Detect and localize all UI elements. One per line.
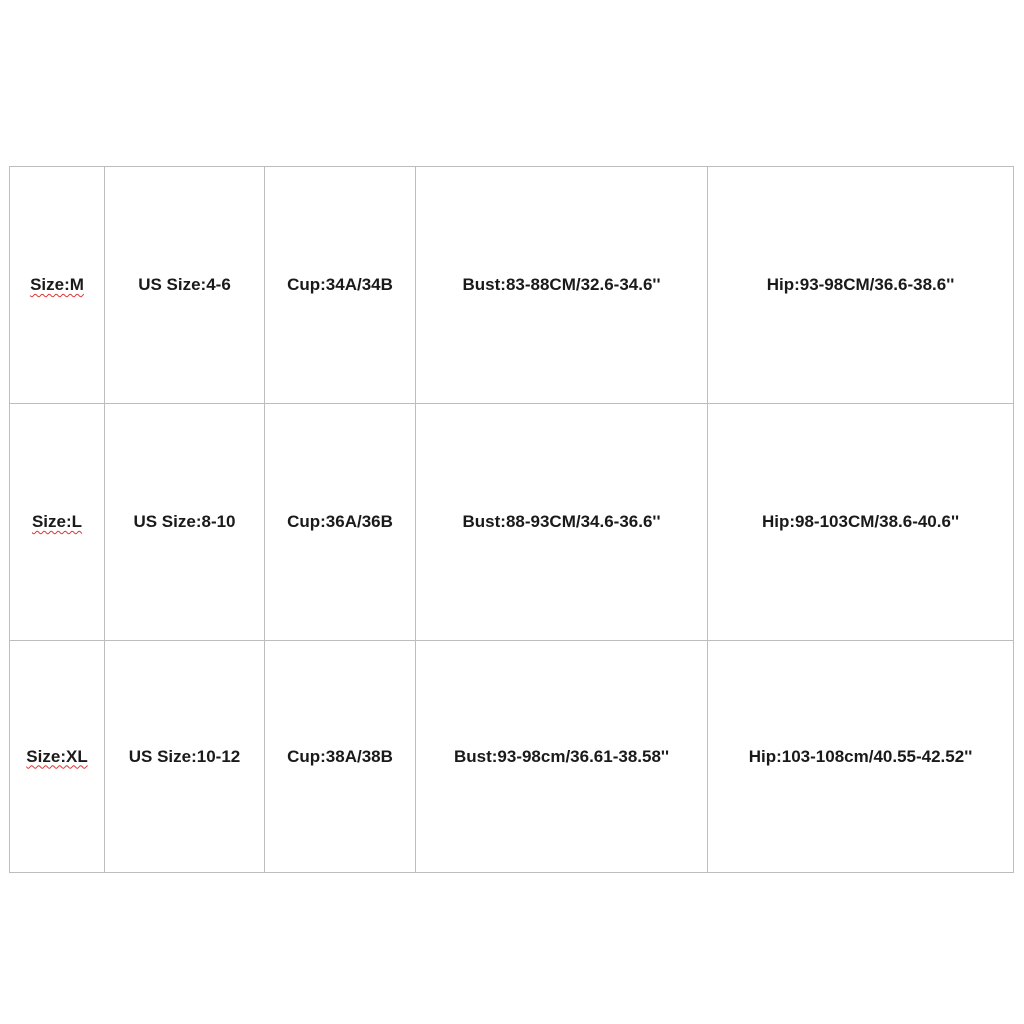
bust-cell: Bust:83-88CM/32.6-34.6'' bbox=[416, 167, 708, 404]
table-row bbox=[10, 641, 1014, 873]
us-size-cell: US Size:8-10 bbox=[105, 404, 265, 641]
bust-cell: Bust:88-93CM/34.6-36.6'' bbox=[416, 404, 708, 641]
size-cell: Size:M bbox=[10, 167, 105, 404]
us-size-cell: US Size:4-6 bbox=[105, 167, 265, 404]
hip-cell: Hip:98-103CM/38.6-40.6'' bbox=[708, 404, 1014, 641]
table-row bbox=[10, 167, 1014, 404]
hip-cell: Hip:93-98CM/36.6-38.6'' bbox=[708, 167, 1014, 404]
hip-cell: Hip:103-108cm/40.55-42.52'' bbox=[708, 641, 1014, 873]
us-size-cell: US Size:10-12 bbox=[105, 641, 265, 873]
size-chart-table bbox=[9, 166, 1014, 873]
bust-cell: Bust:93-98cm/36.61-38.58'' bbox=[416, 641, 708, 873]
cup-cell: Cup:38A/38B bbox=[265, 641, 416, 873]
cup-cell: Cup:34A/34B bbox=[265, 167, 416, 404]
table-row bbox=[10, 404, 1014, 641]
cup-cell: Cup:36A/36B bbox=[265, 404, 416, 641]
size-cell: Size:L bbox=[10, 404, 105, 641]
size-cell: Size:XL bbox=[10, 641, 105, 873]
